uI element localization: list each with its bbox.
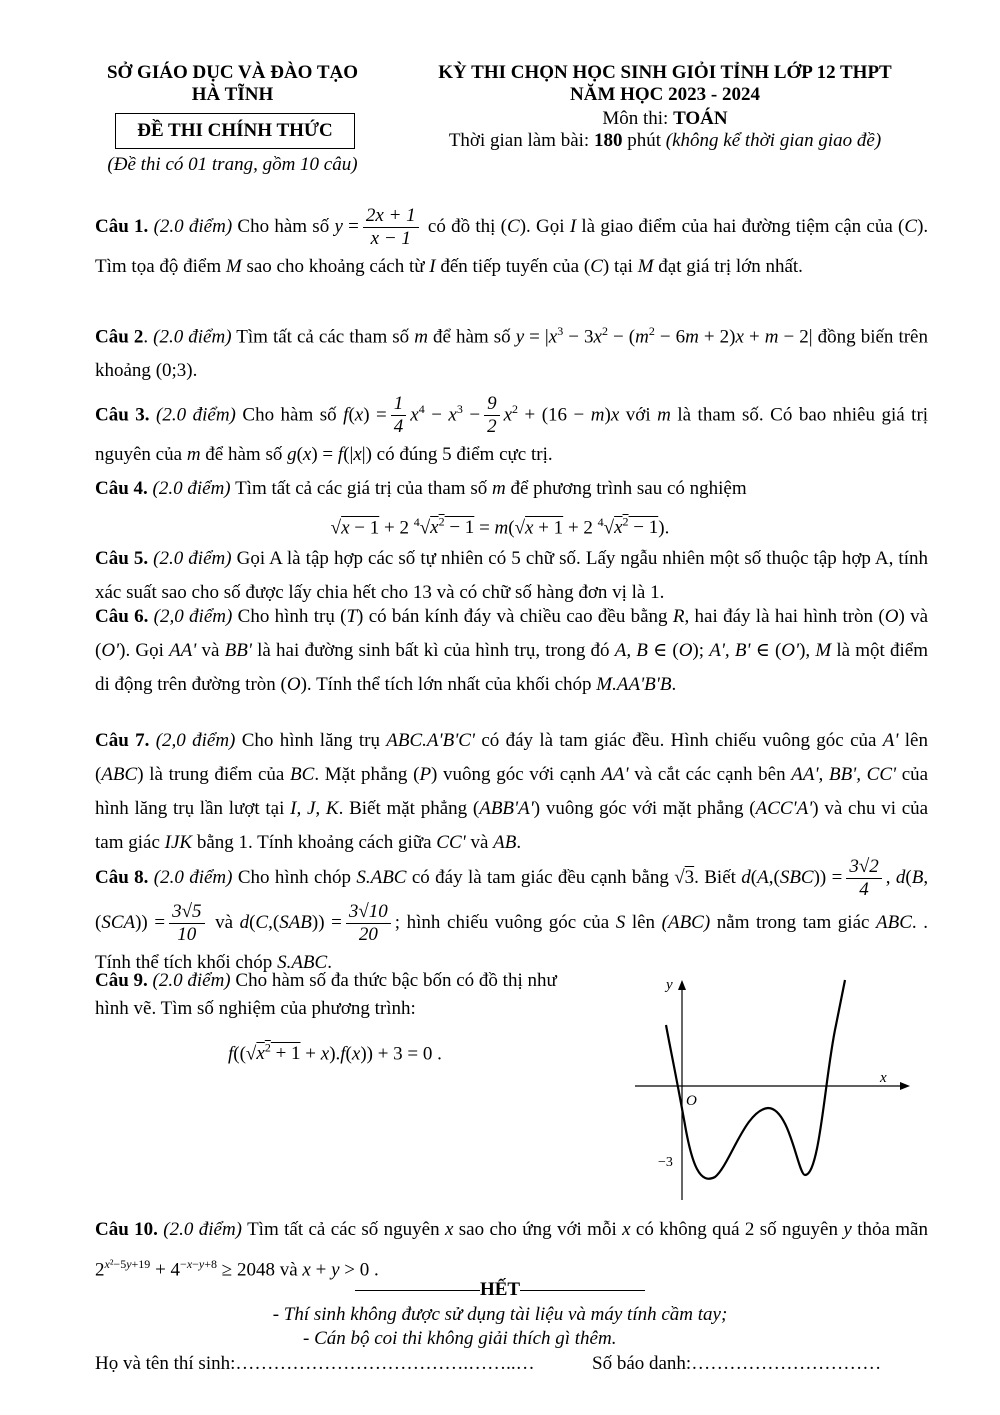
question-8: Câu 8. (2.0 điểm) Cho hình chóp S.ABC có đáy là tam giác đều cạnh bằng √3. Biết d(A,(SBC)) = $\frac{3√2}{4}$ , d(B,(SCA)) = $\frac{3√5}{10}$ và d(C,(SAB)) = $\frac{3√10}{20}$ ; hình chiếu vuông góc của S lên (ABC) nằm trong tam giác ABC. . Tính thể tích khối chóp S.ABC. (95, 856, 929, 973)
footer-note-2: - Cán bộ coi thi không giải thích gì thêm. (303, 1328, 617, 1349)
question-7: Câu 7. (2,0 điểm) Cho hình lăng trụ ABC.A'B'C' có đáy là tam giác đều. Hình chiếu vuông góc của A' lên (ABC) là trung điểm của BC. Mặt phẳng (P) vuông góc với cạnh AA' và cắt các cạnh bên AA', BB', CC' của hình lăng trụ lần lượt tại I, J, K. Biết mặt phẳng (ABB'A') vuông góc với mặt phẳng (ACC'A') và chu vi của tam giác IJK bằng 1. Tính khoảng cách giữa CC' và AB. (95, 730, 929, 853)
question-1: Câu 1. (2.0 điểm) Cho hàm số y = $\frac{2x + 1}{x - 1}$ có đồ thị (C). Gọi I là giao điểm của hai đường tiệm cận của (C). Tìm tọa độ điểm M sao cho khoảng cách từ I đến tiếp tuyến của (C) tại M đạt giá trị lớn nhất. (95, 205, 929, 277)
quartic-graph (630, 975, 930, 1207)
question-6: Câu 6. (2,0 điểm) Cho hình trụ (T) có bán kính đáy và chiều cao đều bằng R, hai đáy là hai hình tròn (O) và (O'). Gọi AA' và BB' là hai đường sinh bất kì của hình trụ, trong đó A, B ∈ (O); A', B' ∈ (O'), M là một điểm di động trên đường tròn (O). Tính thể tích lớn nhất của khối chóp M.AA'B'B. (95, 606, 929, 695)
footer-note-1: - Thí sinh không được sử dụng tài liệu và máy tính cầm tay; (272, 1304, 728, 1325)
question-3: Câu 3. (2.0 điểm) Cho hàm số f(x) = $\frac{1}{4}$ $x^4 - x^3$ − $\frac{9}{2}$ $x^2 + (16 - m)x$ với m là tham số. Có bao nhiêu giá trị nguyên của m để hàm số g(x) = f(|x|) có đúng 5 điểm cực trị. (95, 393, 929, 466)
official-exam-box: ĐỀ THI CHÍNH THỨC (115, 113, 355, 149)
x-axis-arrow (900, 1082, 910, 1090)
y-intercept-label: −3 (658, 1155, 673, 1170)
question-2: Câu 2. (2.0 điểm) Tìm tất cả các tham số m để hàm số $y = |x^3 - 3x^2 - (m^2 - 6m + 2)x + m - 2|$ đồng biến trên khoảng (0;3). (95, 324, 928, 382)
exam-title: KỲ THI CHỌN HỌC SINH GIỎI TỈNH LỚP 12 THPT NĂM HỌC 2023 - 2024 (438, 62, 892, 105)
end-mark: HẾT (0, 1277, 1000, 1303)
x-axis-label: x (880, 1070, 887, 1086)
question-9: Câu 9. (2.0 điểm) Cho hàm số đa thức bậc bốn có đồ thị như hình vẽ. Tìm số nghiệm của phương trình: (95, 970, 557, 1019)
question-4-equation: √x − 1 + 2 $^4√x^2 - 1 = m(√x + 1 + 2$ $^4√x^2 - 1$). (330, 515, 670, 539)
question-5: Câu 5. (2.0 điểm) Gọi A là tập hợp các số tự nhiên có 5 chữ số. Lấy ngẫu nhiên một số thuộc tập hợp A, tính xác suất sao cho số được lấy chia hết cho 13 và có chữ số hàng đơn vị là 1. (95, 548, 928, 603)
candidate-id-line: Số báo danh:………………………… (592, 1353, 882, 1374)
origin-label: O (686, 1093, 697, 1109)
question-4: Câu 4. (2.0 điểm) Tìm tất cả các giá trị của tham số m để phương trình sau có nghiệm (95, 478, 747, 499)
y-axis-arrow (678, 980, 686, 990)
y-axis-label: y (666, 977, 673, 993)
quartic-curve (666, 980, 845, 1179)
department-name: SỞ GIÁO DỤC VÀ ĐÀO TẠO HÀ TĨNH (106, 62, 359, 105)
time-line: Thời gian làm bài: 180 phút (không kể thời gian giao đề) (448, 130, 882, 151)
candidate-name-line: Họ và tên thí sinh:……………………………….……..… (95, 1353, 535, 1374)
subject-line: Môn thi: TOÁN (602, 108, 728, 129)
question-9-equation: $f((√x^2 + 1 + x).f(x)) + 3 = 0$ . (228, 1041, 442, 1065)
question-10: Câu 10. (2.0 điểm) Tìm tất cả các số nguyên x sao cho ứng với mỗi x có không quá 2 số nguyên y thỏa mãn $2^{x^2-5y+19} + 4^{-x-y+8} \ge 2048$ và x + y > 0 . (95, 1219, 928, 1281)
pages-note: (Đề thi có 01 trang, gồm 10 câu) (107, 154, 358, 175)
